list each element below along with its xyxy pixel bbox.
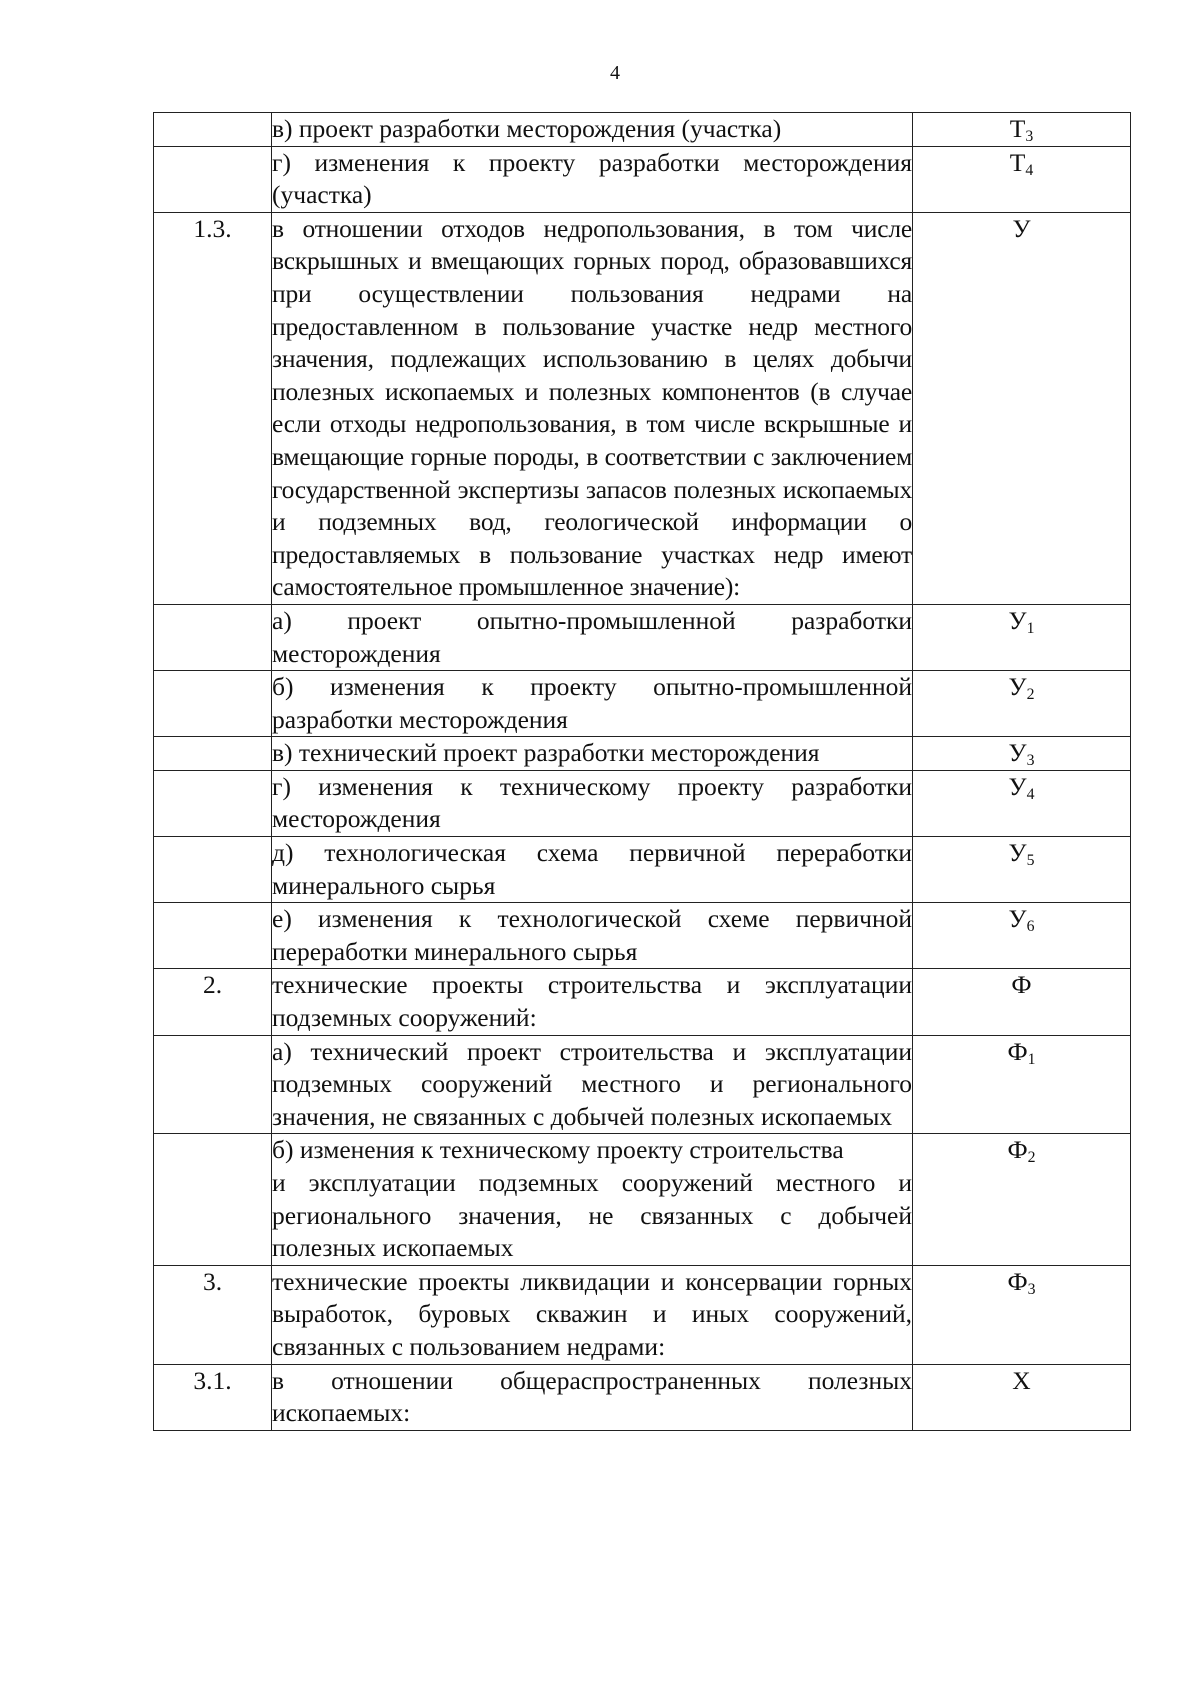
regulation-table bbox=[153, 112, 1131, 1431]
row-number-cell: 3. bbox=[154, 1265, 272, 1364]
row-number-cell bbox=[154, 837, 272, 903]
code-letter: У bbox=[1008, 838, 1027, 868]
row-code-cell bbox=[913, 1265, 1131, 1364]
row-text-cell: г) изменения к техническому проекту разработки месторождения bbox=[272, 770, 913, 836]
table-row bbox=[154, 1364, 1131, 1430]
table-row bbox=[154, 113, 1131, 147]
row-number-cell: 3.1. bbox=[154, 1364, 272, 1430]
code-letter: Т bbox=[1009, 147, 1026, 177]
row-code-cell bbox=[913, 969, 1131, 1035]
row-code-cell bbox=[913, 146, 1131, 212]
table-row bbox=[154, 837, 1131, 903]
row-text-cell bbox=[272, 1134, 913, 1265]
table-row bbox=[154, 903, 1131, 969]
row-number-cell bbox=[154, 1134, 272, 1265]
row-number-cell: 1.3. bbox=[154, 212, 272, 604]
row-code-cell bbox=[913, 1364, 1131, 1430]
table-row bbox=[154, 604, 1131, 670]
code-letter: Ф bbox=[1007, 1135, 1028, 1165]
row-text-cell: в) проект разработки месторождения (участка) bbox=[272, 113, 913, 147]
code-subscript: 1 bbox=[1026, 619, 1035, 637]
row-text-cell: а) технический проект строительства и эксплуатации подземных сооружений местного и регионального значения, не связанных с добычей полезных ископаемых bbox=[272, 1035, 913, 1134]
table-row bbox=[154, 969, 1131, 1035]
row-code-cell bbox=[913, 737, 1131, 771]
code-letter: Х bbox=[1012, 1365, 1031, 1395]
row-text-cell: е) изменения к технологической схеме первичной переработки минерального сырья bbox=[272, 903, 913, 969]
table-row bbox=[154, 1035, 1131, 1134]
row-text-cell: б) изменения к проекту опытно-промышленной разработки месторождения bbox=[272, 671, 913, 737]
row-text-cell: д) технологическая схема первичной переработки минерального сырья bbox=[272, 837, 913, 903]
row-number-cell bbox=[154, 1035, 272, 1134]
row-text-line: б) изменения к техническому проекту строительства bbox=[272, 1135, 844, 1165]
row-code-cell bbox=[913, 113, 1131, 147]
row-number-cell bbox=[154, 146, 272, 212]
row-number-cell bbox=[154, 113, 272, 147]
code-letter: Ф bbox=[1007, 1266, 1028, 1296]
row-text-cell: в отношении отходов недропользования, в том числе вскрышных и вмещающих горных пород, образовавшихся при осуществлении пользования недрами на предоставленном в пользование участке недр местного значения, подлежащих использованию в целях добычи полезных ископаемых и полезных компонентов (в случае если отходы недропользования, в том числе вскрышные и вмещающие горные породы, в соответствии с заключением государственной экспертизы запасов полезных ископаемых и подземных вод, геологической информации о предоставляемых в пользование участках недр имеют самостоятельное промышленное значение): bbox=[272, 212, 913, 604]
code-letter: У bbox=[1012, 213, 1031, 243]
row-code-cell bbox=[913, 770, 1131, 836]
table-row bbox=[154, 212, 1131, 604]
row-text-cell: технические проекты ликвидации и консервации горных выработок, буровых скважин и иных сооружений, связанных с пользованием недрами: bbox=[272, 1265, 913, 1364]
code-letter: Ф bbox=[1011, 970, 1032, 1000]
code-subscript: 3 bbox=[1027, 1280, 1036, 1298]
page-number: 4 bbox=[610, 62, 620, 84]
row-text-cell: в) технический проект разработки месторождения bbox=[272, 737, 913, 771]
row-code-cell bbox=[913, 1134, 1131, 1265]
row-code-cell bbox=[913, 1035, 1131, 1134]
row-number-cell bbox=[154, 737, 272, 771]
code-letter: У bbox=[1008, 672, 1027, 702]
table-row bbox=[154, 1265, 1131, 1364]
row-code-cell bbox=[913, 903, 1131, 969]
table-row bbox=[154, 671, 1131, 737]
row-text-cell: г) изменения к проекту разработки месторождения (участка) bbox=[272, 146, 913, 212]
code-subscript: 3 bbox=[1025, 127, 1034, 145]
code-subscript: 3 bbox=[1026, 752, 1035, 770]
code-subscript: 4 bbox=[1025, 161, 1034, 179]
table-body bbox=[154, 113, 1131, 1431]
row-text-cell: а) проект опытно-промышленной разработки месторождения bbox=[272, 604, 913, 670]
row-number-cell bbox=[154, 770, 272, 836]
table-row bbox=[154, 737, 1131, 771]
row-number-cell: 2. bbox=[154, 969, 272, 1035]
row-number-cell bbox=[154, 671, 272, 737]
row-number-cell bbox=[154, 903, 272, 969]
row-text-line: и эксплуатации подземных сооружений местного и регионального значения, не связанных с добычей полезных ископаемых bbox=[272, 1168, 912, 1263]
code-letter: У bbox=[1008, 771, 1027, 801]
code-subscript: 5 bbox=[1026, 852, 1035, 869]
row-text-cell: в отношении общераспространенных полезных ископаемых: bbox=[272, 1364, 913, 1430]
row-code-cell bbox=[913, 212, 1131, 604]
row-number-cell bbox=[154, 604, 272, 670]
code-subscript: 2 bbox=[1026, 686, 1035, 704]
code-letter: У bbox=[1008, 904, 1027, 934]
code-subscript: 4 bbox=[1026, 785, 1035, 803]
table-row bbox=[154, 146, 1131, 212]
code-subscript: 6 bbox=[1026, 918, 1035, 936]
row-code-cell bbox=[913, 604, 1131, 670]
code-letter: Т bbox=[1009, 114, 1026, 143]
code-subscript: 1 bbox=[1027, 1050, 1036, 1068]
row-code-cell bbox=[913, 671, 1131, 737]
row-code-cell bbox=[913, 837, 1131, 903]
code-letter: У bbox=[1008, 605, 1027, 635]
row-text-cell: технические проекты строительства и эксплуатации подземных сооружений: bbox=[272, 969, 913, 1035]
table-row bbox=[154, 770, 1131, 836]
code-letter: У bbox=[1008, 738, 1027, 768]
table-row bbox=[154, 1134, 1131, 1265]
code-letter: Ф bbox=[1007, 1036, 1028, 1066]
code-subscript: 2 bbox=[1027, 1149, 1036, 1167]
